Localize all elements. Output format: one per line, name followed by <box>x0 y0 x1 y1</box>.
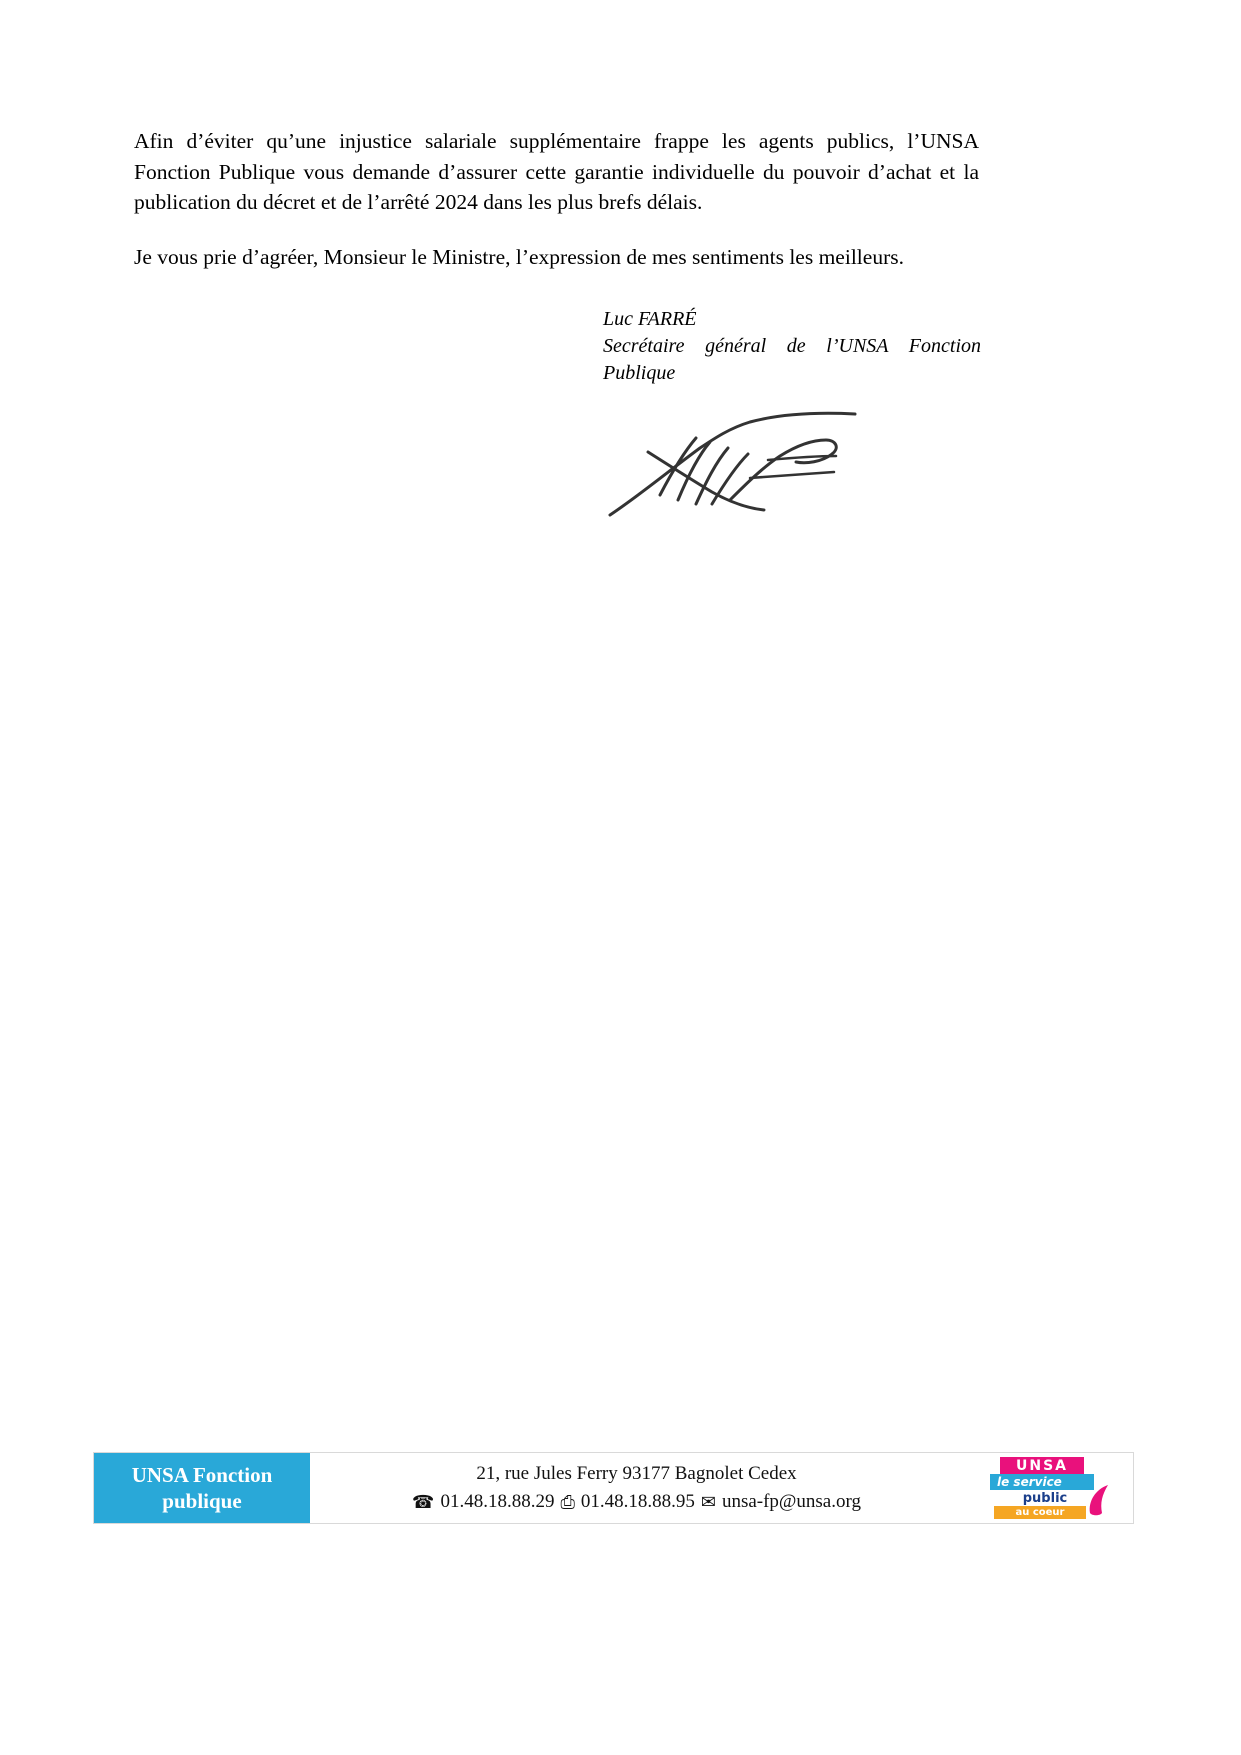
footer-contact-line <box>412 1488 861 1517</box>
footer-org-line2: publique <box>162 1489 242 1513</box>
fax-icon: ⎙ <box>560 1491 575 1513</box>
email-icon: ✉ <box>700 1491 716 1513</box>
paragraph-request: Afin d’éviter qu’une injustice salariale supplémentaire frappe les agents publics, l’UNSA Fonction Publique vous demande d’assurer cette garantie individuelle du pouvoir d’achat et la publication du décret et de l’arrêté 2024 dans les plus brefs délais. <box>134 129 979 215</box>
logo-public-text: public <box>1006 1490 1084 1506</box>
footer-logo-area <box>963 1453 1133 1523</box>
logo-coeur-text: au coeur <box>994 1506 1086 1519</box>
footer-address: 21, rue Jules Ferry 93177 Bagnolet Cedex <box>476 1462 797 1484</box>
logo-unsa-text: UNSA <box>1000 1457 1084 1474</box>
handwritten-signature <box>600 400 900 550</box>
heart-swoosh-icon <box>1086 1483 1112 1517</box>
footer-contact <box>310 1453 963 1523</box>
footer-fax: 01.48.18.88.95 <box>580 1491 695 1512</box>
phone-icon: ☎ <box>412 1491 435 1513</box>
logo-service-text: le service <box>990 1474 1094 1490</box>
page-footer <box>93 1452 1134 1524</box>
footer-email[interactable]: unsa-fp@unsa.org <box>721 1491 861 1512</box>
footer-phone: 01.48.18.88.29 <box>440 1491 555 1512</box>
unsa-logo <box>984 1457 1112 1519</box>
letter-body <box>134 126 979 272</box>
signature-block <box>603 306 981 387</box>
footer-org-line1: UNSA Fonction <box>131 1462 273 1487</box>
signatory-name: Luc FARRÉ <box>603 308 697 330</box>
signatory-title: Secrétaire général de l’UNSA Fonction Publique <box>603 335 981 384</box>
paragraph-closing: Je vous prie d’agréer, Monsieur le Ministre, l’expression de mes sentiments les meilleurs. <box>134 244 904 269</box>
footer-organization <box>94 1453 310 1523</box>
